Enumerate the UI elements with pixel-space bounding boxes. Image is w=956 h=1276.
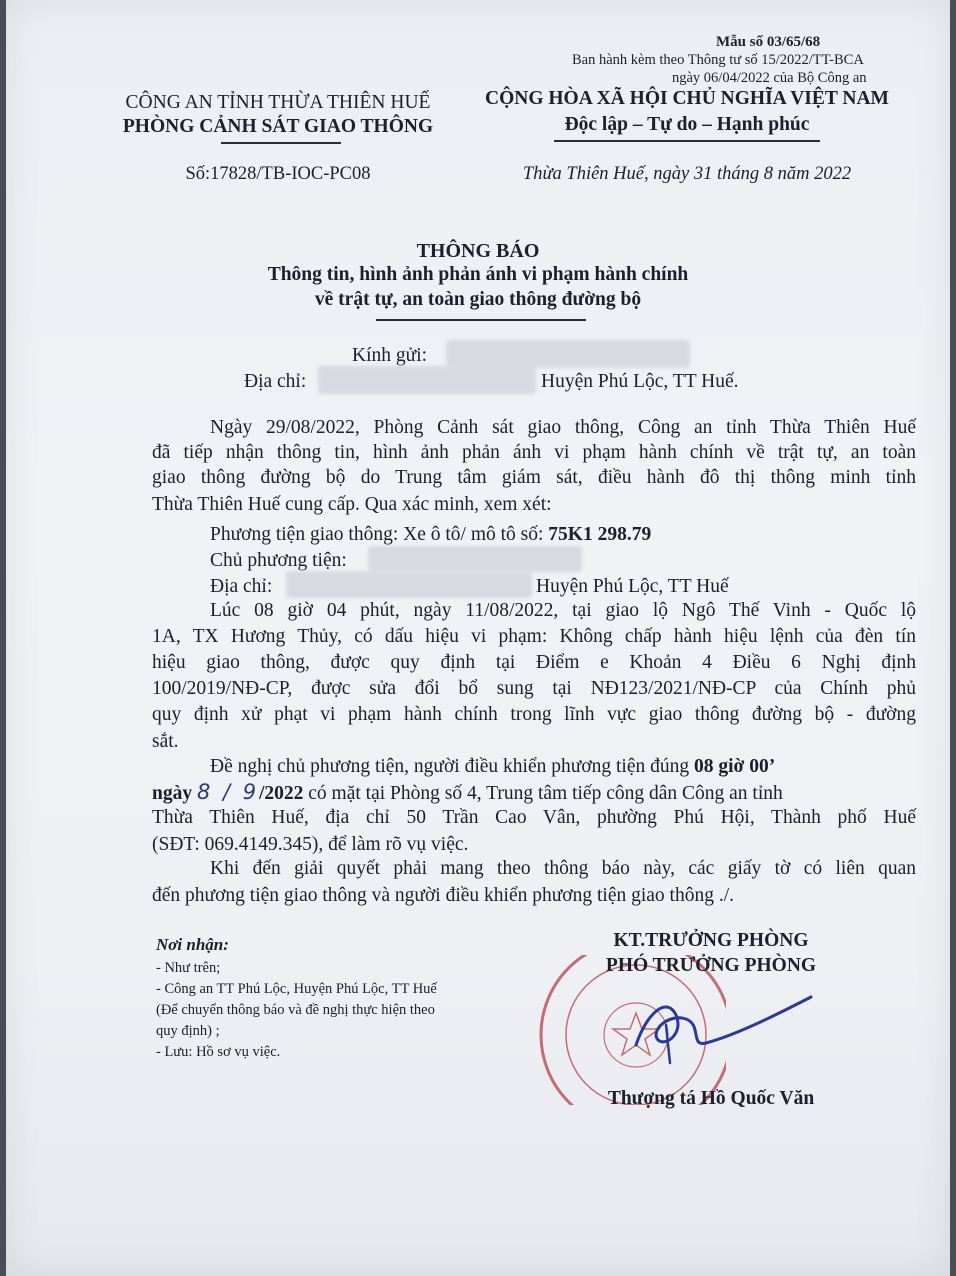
form-code: Mẫu số 03/65/68 — [716, 34, 821, 50]
violation-line1: Lúc 08 giờ 04 phút, ngày 11/08/2022, tại giao lộ Ngô Thế Vinh - Quốc lộ — [210, 600, 916, 621]
redacted-owner-address — [286, 571, 532, 598]
owner-address-label: Địa chỉ: — [210, 576, 273, 597]
notice-subtitle-2: về trật tự, an toàn giao thông đường bộ — [314, 289, 642, 310]
violation-line5: quy định xử phạt vi phạm hành chính trong lĩnh vực giao thông đường bộ - đường — [152, 704, 916, 725]
closing-line2: đến phương tiện giao thông và người điều khiển phương tiện giao thông ./. — [152, 885, 735, 906]
p1-line1: Ngày 29/08/2022, Phòng Cảnh sát giao thông, Công an tỉnh Thừa Thiên Huế — [210, 417, 916, 438]
recipient-item: - Lưu: Hồ sơ vụ việc. — [156, 1044, 281, 1060]
violation-line2: 1A, TX Hương Thủy, có dấu hiệu vi phạm: Không chấp hành hiệu lệnh của đèn tín — [152, 626, 916, 647]
agency-unit: PHÒNG CẢNH SÁT GIAO THÔNG — [122, 116, 434, 137]
handwritten-date: 8 / 9 — [196, 780, 260, 804]
request-line2-tail: có mặt tại Phòng số 4, Trung tâm tiếp công dân Công an tỉnh — [303, 783, 783, 804]
request-line4: (SĐT: 069.4149.345), để làm rõ vụ việc. — [152, 834, 469, 855]
place-date: Thừa Thiên Huế, ngày 31 tháng 8 năm 2022 — [522, 164, 852, 184]
redacted-owner — [368, 546, 582, 572]
recipient-item: quy định) ; — [156, 1023, 220, 1039]
notice-subtitle-1: Thông tin, hình ảnh phản ánh vi phạm hành chính — [267, 264, 689, 285]
owner-address-tail: Huyện Phú Lộc, TT Huế — [536, 576, 729, 597]
signature-role-2: PHÓ TRƯỞNG PHÒNG — [605, 955, 817, 976]
closing-line1: Khi đến giải quyết phải mang theo thông báo này, các giấy tờ có liên quan — [210, 858, 916, 879]
request-day-label: ngày — [152, 783, 193, 804]
national-title: CỘNG HÒA XÃ HỘI CHỦ NGHĨA VIỆT NAM — [485, 88, 889, 109]
agency-parent: CÔNG AN TỈNH THỪA THIÊN HUẾ — [125, 92, 431, 113]
p1-line2: đã tiếp nhận thông tin, hình ảnh phản ánh vi phạm hành chính về trật tự, an toàn — [152, 442, 916, 463]
owner-label: Chủ phương tiện: — [210, 550, 347, 571]
redacted-recipient — [446, 340, 690, 368]
recipient-item: - Công an TT Phú Lộc, Huyện Phú Lộc, TT Huế — [156, 981, 437, 997]
handwritten-signature — [606, 985, 836, 1075]
document-number: Số:17828/TB-IOC-PC08 — [185, 164, 371, 184]
violation-line4: 100/2019/NĐ-CP, được sửa đổi bổ sung tại NĐ123/2021/NĐ-CP của Chính phủ — [152, 678, 916, 699]
vehicle-plate: 75K1 298.79 — [548, 524, 652, 545]
request-line3: Thừa Thiên Huế, địa chỉ 50 Trần Cao Vân, phường Phú Hội, Thành phố Huế — [152, 807, 916, 828]
violation-line3: hiệu giao thông, được quy định tại Điểm e Khoản 4 Điều 6 Nghị định — [152, 652, 916, 673]
notice-title: THÔNG BÁO — [416, 240, 540, 262]
national-motto: Độc lập – Tự do – Hạnh phúc — [564, 114, 810, 135]
signature-role-1: KT.TRƯỞNG PHÒNG — [613, 930, 809, 951]
heading-underline — [376, 319, 586, 321]
agency-underline — [221, 142, 341, 144]
recipients-list — [156, 958, 437, 1063]
request-year: /2022 — [258, 783, 304, 804]
signer-name: Thượng tá Hồ Quốc Văn — [607, 1088, 815, 1109]
request-line1: Đề nghị chủ phương tiện, người điều khiển phương tiện đúng — [210, 756, 694, 777]
address-label: Địa chỉ: — [244, 371, 307, 392]
violation-line6: sắt. — [152, 731, 179, 752]
form-ref-line2: ngày 06/04/2022 của Bộ Công an — [672, 70, 867, 86]
vehicle-label: Phương tiện giao thông: Xe ô tô/ mô tô số: — [210, 524, 549, 545]
request-time: 08 giờ 00’ — [694, 756, 776, 777]
motto-underline — [554, 140, 820, 142]
recipient-item: (Để chuyển thông báo và đề nghị thực hiện theo — [156, 1002, 435, 1018]
to-label: Kính gửi: — [352, 345, 428, 366]
document-page — [6, 0, 950, 1276]
recipient-item: - Như trên; — [156, 960, 221, 976]
p1-line4: Thừa Thiên Huế cung cấp. Qua xác minh, xem xét: — [152, 494, 552, 515]
form-ref-line1: Ban hành kèm theo Thông tư số 15/2022/TT-BCA — [572, 52, 864, 68]
redacted-address — [318, 366, 536, 394]
p1-line3: giao thông đường bộ do Trung tâm giám sát, điều hành đô thị thông minh tỉnh — [152, 467, 916, 488]
address-tail: Huyện Phú Lộc, TT Huế. — [541, 371, 739, 392]
recipients-title: Nơi nhận: — [156, 935, 229, 954]
